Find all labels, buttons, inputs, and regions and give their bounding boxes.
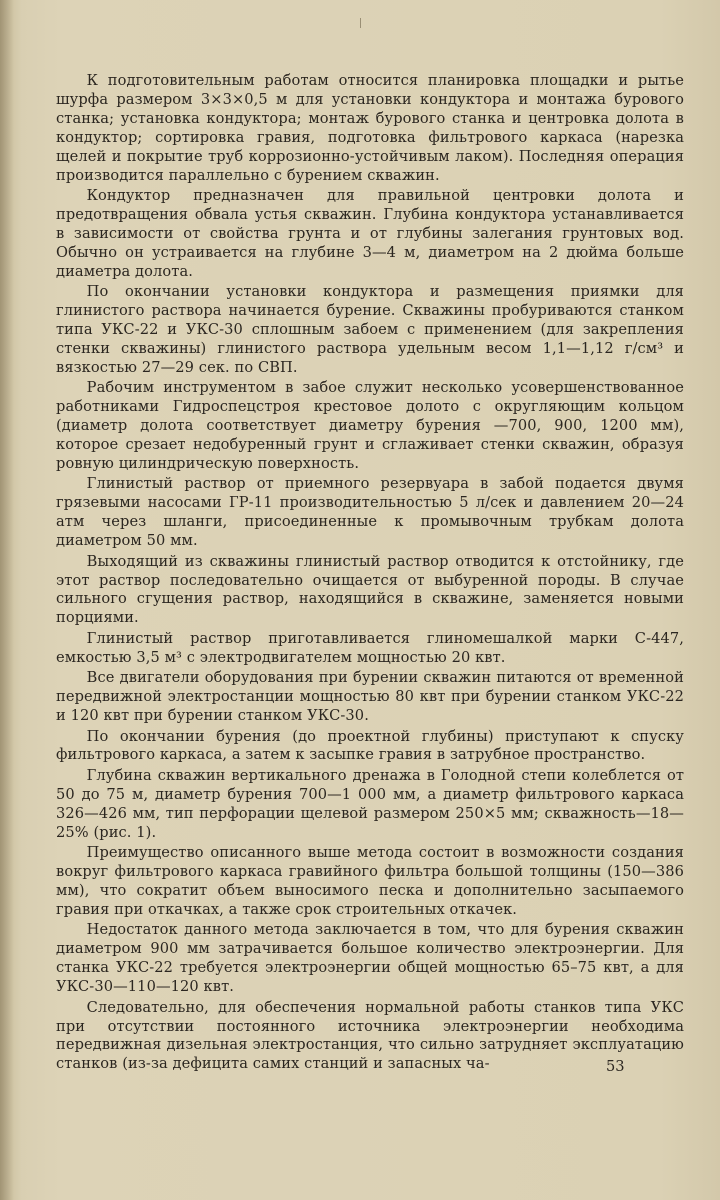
paragraph-11: Преимущество описанного выше метода состоит в возможности создания вокруг фильтрового каркаса гравийного фильтра большой толщины (150—386 мм), что сократит объем выносимого песка и дополнительно засыпаемого гравия при откачках, а также срок строительных откачек. <box>56 844 684 918</box>
paragraph-2: Кондуктор предназначен для правильной центровки долота и предотвращения обвала устья скважин. Глубина кондуктора устанавливается в зависимости от свойства грунта и от глубины залегания грунтовых вод. Обычно он устраивается на глубине 3—4 м, диаметром на 2 дюйма больше диаметра долота. <box>56 187 684 280</box>
paragraph-7: Глинистый раствор приготавливается глиномешалкой марки С-447, емкостью 3,5 м³ с электродвигателем мощностью 20 квт. <box>56 629 684 666</box>
paragraph-6: Выходящий из скважины глинистый раствор отводится к отстойнику, где этот раствор последовательно очищается от выбуренной породы. В случае сильного сгущения раствор, находящийся в скважине, заменяется новыми порциями. <box>56 552 684 627</box>
paragraph-9: По окончании бурения (до проектной глубины) приступают к спуску фильтрового каркаса, а затем к засыпке гравия в затрубное пространство. <box>56 727 684 764</box>
spine-shadow <box>0 0 14 1200</box>
paragraph-13: Следовательно, для обеспечения нормальной работы станков типа УКС при отсутствии постоянного источника электроэнергии необходима передвижная дизельная электростанция, что сильно затрудняет эксплуатацию станков (из-за дефицита самих станций и запасных ча- <box>56 998 684 1073</box>
paragraph-8: Все двигатели оборудования при бурении скважин питаются от временной передвижной электростанции мощностью 80 квт при бурении станком УКС-22 и 120 квт при бурении станком УКС-30. <box>56 669 684 725</box>
paragraph-1: К подготовительным работам относится планировка площадки и рытье шурфа размером 3×3×0,5 м для установки кондуктора и монтажа бурового станка; установка кондуктора; монтаж бурового станка и центровка долота в кондуктор; сортировка гравия, подготовка фильтрового каркаса (нарезка щелей и покрытие труб коррозионно-устойчивым лаком). Последняя операция производится параллельно с бурением скважин. <box>56 72 684 184</box>
paragraph-12: Недостаток данного метода заключается в том, что для бурения скважин диаметром 900 мм затрачивается большое количество электроэнергии. Для станка УКС-22 требуется электроэнергии общей мощностью 65–75 квт, а для УКС-30—110—120 квт. <box>56 921 684 996</box>
scan-mark <box>360 18 361 28</box>
page-number: 53 <box>606 1058 625 1075</box>
paragraph-5: Глинистый раствор от приемного резервуара в забой подается двумя грязевыми насосами ГР-11 производительностью 5 л/сек и давлением 20—24 атм через шланги, присоединенные к промывочным трубкам долота диаметром 50 мм. <box>56 475 684 550</box>
paragraph-3: По окончании установки кондуктора и размещения приямки для глинистого раствора начинается бурение. Скважины пробуриваются станком типа УКС-22 и УКС-30 сплошным забоем с применением (для закрепления стенки скважины) глинистого раствора удельным весом 1,1—1,12 г/см³ и вязкостью 27—29 сек. по СВП. <box>56 283 684 376</box>
paragraph-10: Глубина скважин вертикального дренажа в Голодной степи колеблется от 50 до 75 м, диаметр бурения 700—1 000 мм, а диаметр фильтрового каркаса 326—426 мм, тип перфорации щелевой размером 250×5 мм; скважность—18—25% (рис. 1). <box>56 766 684 841</box>
body-text <box>56 72 684 1076</box>
paragraph-4: Рабочим инструментом в забое служит несколько усовершенствованное работниками Гидроспецстроя крестовое долото с округляющим кольцом (диаметр долота соответствует диаметру бурения —700, 900, 1200 мм), которое срезает недобуренный грунт и сглаживает стенки скважин, образуя ровную цилиндрическую поверхность. <box>56 379 684 472</box>
